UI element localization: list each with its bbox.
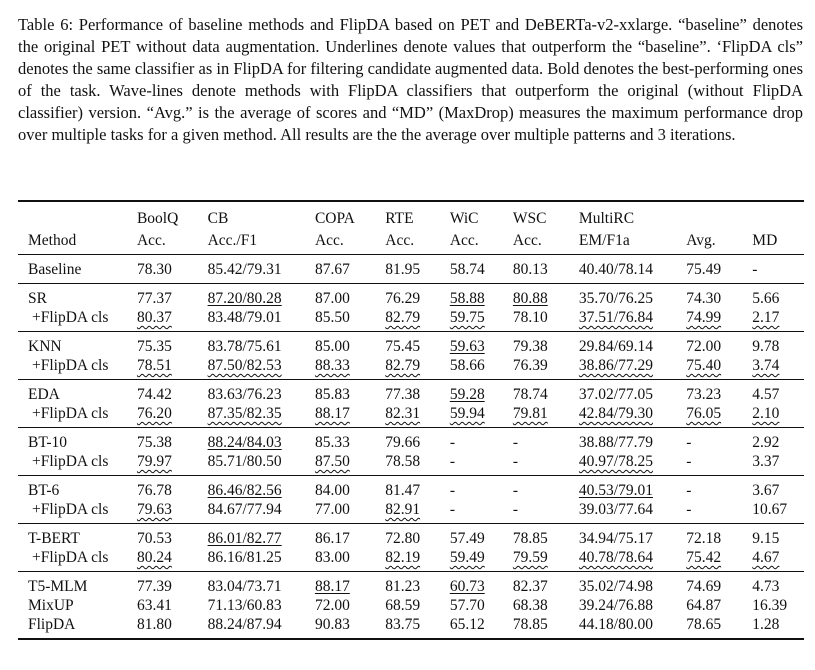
- method-name-cell: +FlipDA cls: [32, 549, 109, 566]
- score-cell: 85.00: [314, 338, 350, 355]
- score-cell: 86.17: [314, 530, 350, 547]
- header-cell: Acc.: [136, 232, 166, 249]
- score-cell: 35.02/74.98: [578, 578, 653, 595]
- score-cell: 77.00: [314, 501, 350, 518]
- score-cell: 68.38: [512, 597, 548, 614]
- score-cell: 76.78: [136, 482, 172, 499]
- score-cell: 78.74: [512, 386, 548, 403]
- score-cell: 29.84/69.14: [578, 338, 653, 355]
- score-cell: 78.65: [686, 616, 722, 633]
- score-cell: 83.63/76.23: [207, 386, 282, 403]
- score-cell: 74.30: [686, 290, 722, 307]
- score-cell: 88.17: [314, 578, 350, 595]
- score-cell: 72.18: [686, 530, 722, 547]
- score-cell: 79.63: [136, 501, 172, 518]
- score-cell: 87.00: [314, 290, 350, 307]
- score-cell: 79.81: [512, 405, 548, 422]
- method-name-cell: SR: [28, 290, 47, 307]
- table-row: [18, 356, 804, 380]
- score-cell: 58.74: [449, 261, 485, 278]
- score-cell: 74.42: [136, 386, 172, 403]
- score-cell: -: [449, 501, 455, 518]
- score-cell: -: [686, 434, 692, 451]
- score-cell: 87.67: [314, 261, 350, 278]
- header-cell: Acc.: [449, 232, 479, 249]
- score-cell: 81.23: [385, 578, 421, 595]
- score-cell: 88.24/84.03: [207, 434, 282, 451]
- score-cell: 59.28: [449, 386, 485, 403]
- score-cell: 76.29: [385, 290, 421, 307]
- score-cell: -: [752, 261, 758, 278]
- score-cell: 76.20: [136, 405, 172, 422]
- score-cell: 78.58: [385, 453, 421, 470]
- score-cell: 82.31: [385, 405, 421, 422]
- score-cell: 4.67: [752, 549, 780, 566]
- score-cell: 90.83: [314, 616, 350, 633]
- score-cell: 82.19: [385, 549, 421, 566]
- score-cell: -: [449, 482, 455, 499]
- score-cell: 78.85: [512, 530, 548, 547]
- score-cell: 10.67: [752, 501, 788, 518]
- score-cell: 82.79: [385, 357, 421, 374]
- score-cell: 87.50: [314, 453, 350, 470]
- score-cell: 79.66: [385, 434, 421, 451]
- header-cell: MultiRC: [578, 210, 635, 227]
- score-cell: 59.49: [449, 549, 485, 566]
- score-cell: -: [512, 453, 519, 470]
- score-cell: 75.40: [686, 357, 722, 374]
- method-name-cell: T-BERT: [28, 530, 80, 547]
- score-cell: 83.04/73.71: [207, 578, 282, 595]
- table-header: [18, 201, 804, 255]
- score-cell: 79.59: [512, 549, 548, 566]
- score-cell: 80.13: [512, 261, 548, 278]
- method-name-cell: BT-6: [28, 482, 60, 499]
- table-row: [18, 404, 804, 428]
- table-row: [18, 428, 804, 453]
- header-cell: [748, 202, 804, 228]
- method-name-cell: +FlipDA cls: [32, 405, 109, 422]
- table-caption: Table 6: Performance of baseline methods and FlipDA based on PET and DeBERTa-v2-xxlarge. “baseline” denotes the original PET without data augmentation. Underlines denote values that outperform the “baseline”. ‘FlipDA cls” denotes the same classifier as in FlipDA for filtering candidate augmented data. Bold denotes the best-performing ones of the task. Wave-lines denote methods with FlipDA classifiers that outperform the original (without FlipDA classifier) version. “Avg.” is the average of scores and “MD” (MaxDrop) measures the maximum performance drop over multiple tasks for a given method. All results are the the average over multiple patterns and 3 iterations.: [18, 15, 803, 144]
- row-group: [18, 524, 804, 572]
- score-cell: 85.50: [314, 309, 350, 326]
- score-cell: 80.37: [136, 309, 172, 326]
- score-cell: 57.70: [449, 597, 485, 614]
- score-cell: 40.97/78.25: [578, 453, 653, 470]
- score-cell: 64.87: [686, 597, 722, 614]
- table-row: [18, 524, 804, 549]
- header-cell: Acc.: [314, 232, 344, 249]
- header-cell: WiC: [449, 210, 479, 227]
- header-cell: Acc.: [512, 232, 542, 249]
- score-cell: 81.80: [136, 616, 172, 633]
- score-cell: 16.39: [752, 597, 788, 614]
- method-name-cell: FlipDA: [28, 616, 76, 633]
- score-cell: 72.00: [314, 597, 350, 614]
- score-cell: 75.49: [686, 261, 722, 278]
- row-group: [18, 428, 804, 476]
- score-cell: 76.05: [686, 405, 722, 422]
- score-cell: 37.51/76.84: [578, 309, 653, 326]
- score-cell: 86.01/82.77: [207, 530, 282, 547]
- header-cell: Avg.: [686, 232, 716, 249]
- method-name-cell: Baseline: [28, 261, 82, 278]
- table-row: [18, 332, 804, 357]
- score-cell: 3.37: [752, 453, 780, 470]
- score-cell: 1.28: [752, 616, 780, 633]
- score-cell: 78.85: [512, 616, 548, 633]
- method-name-cell: +FlipDA cls: [32, 357, 109, 374]
- score-cell: 71.13/60.83: [207, 597, 282, 614]
- score-cell: 84.67/77.94: [207, 501, 282, 518]
- results-table: [18, 200, 804, 640]
- score-cell: 83.48/79.01: [207, 309, 282, 326]
- score-cell: 40.40/78.14: [578, 261, 653, 278]
- score-cell: -: [449, 453, 455, 470]
- score-cell: 80.88: [512, 290, 548, 307]
- header-cell: COPA: [314, 210, 355, 227]
- method-name-cell: +FlipDA cls: [32, 501, 109, 518]
- score-cell: 42.84/79.30: [578, 405, 653, 422]
- score-cell: 9.78: [752, 338, 780, 355]
- score-cell: 88.17: [314, 405, 350, 422]
- method-name-cell: BT-10: [28, 434, 68, 451]
- table-row: [18, 596, 804, 615]
- score-cell: 38.88/77.79: [578, 434, 653, 451]
- score-cell: 2.17: [752, 309, 780, 326]
- method-name-cell: +FlipDA cls: [32, 453, 109, 470]
- score-cell: 73.23: [686, 386, 722, 403]
- row-group: [18, 572, 804, 640]
- score-cell: -: [512, 501, 519, 518]
- score-cell: 74.69: [686, 578, 722, 595]
- table-row: [18, 452, 804, 476]
- row-group: [18, 476, 804, 524]
- score-cell: 2.10: [752, 405, 780, 422]
- score-cell: -: [512, 434, 519, 451]
- score-cell: 59.75: [449, 309, 485, 326]
- score-cell: 68.59: [385, 597, 421, 614]
- score-cell: 39.03/77.64: [578, 501, 653, 518]
- row-group: [18, 284, 804, 332]
- score-cell: 59.63: [449, 338, 485, 355]
- score-cell: 58.88: [449, 290, 485, 307]
- score-cell: 2.92: [752, 434, 780, 451]
- score-cell: 63.41: [136, 597, 172, 614]
- row-group: [18, 255, 804, 284]
- method-name-cell: T5-MLM: [28, 578, 88, 595]
- score-cell: 86.16/81.25: [207, 549, 282, 566]
- method-name-cell: MixUP: [28, 597, 74, 614]
- score-cell: 39.24/76.88: [578, 597, 653, 614]
- score-cell: 65.12: [449, 616, 485, 633]
- header-cell: MD: [752, 232, 778, 249]
- score-cell: 85.33: [314, 434, 350, 451]
- score-cell: -: [686, 501, 692, 518]
- score-cell: 77.39: [136, 578, 172, 595]
- table-row: [18, 380, 804, 405]
- score-cell: 75.38: [136, 434, 172, 451]
- table-row: [18, 615, 804, 639]
- score-cell: 72.00: [686, 338, 722, 355]
- score-cell: 82.79: [385, 309, 421, 326]
- score-cell: 4.57: [752, 386, 780, 403]
- score-cell: 83.00: [314, 549, 350, 566]
- score-cell: 34.94/75.17: [578, 530, 653, 547]
- score-cell: 88.24/87.94: [207, 616, 282, 633]
- table-row: [18, 255, 804, 284]
- table-row: [18, 476, 804, 501]
- score-cell: 84.00: [314, 482, 350, 499]
- score-cell: -: [512, 482, 519, 499]
- score-cell: 82.37: [512, 578, 548, 595]
- table-row: [18, 500, 804, 524]
- score-cell: 85.42/79.31: [207, 261, 282, 278]
- header-cell: [682, 202, 748, 228]
- header-cell: Method: [28, 232, 77, 249]
- score-cell: 35.70/76.25: [578, 290, 653, 307]
- score-cell: 85.83: [314, 386, 350, 403]
- method-name-cell: KNN: [28, 338, 62, 355]
- score-cell: 81.95: [385, 261, 421, 278]
- score-cell: 83.75: [385, 616, 421, 633]
- score-cell: 83.78/75.61: [207, 338, 282, 355]
- score-cell: 75.35: [136, 338, 172, 355]
- score-cell: 40.78/78.64: [578, 549, 653, 566]
- score-cell: 4.73: [752, 578, 780, 595]
- header-cell: EM/F1a: [578, 232, 630, 249]
- score-cell: 82.91: [385, 501, 421, 518]
- score-cell: 80.24: [136, 549, 172, 566]
- header-cell: WSC: [512, 210, 547, 227]
- score-cell: 37.02/77.05: [578, 386, 653, 403]
- score-cell: 87.20/80.28: [207, 290, 282, 307]
- score-cell: 38.86/77.29: [578, 357, 653, 374]
- score-cell: 59.94: [449, 405, 485, 422]
- header-cell: Acc./F1: [207, 232, 258, 249]
- score-cell: 79.97: [136, 453, 172, 470]
- row-group: [18, 332, 804, 380]
- score-cell: 88.33: [314, 357, 350, 374]
- score-cell: 87.50/82.53: [207, 357, 282, 374]
- score-cell: 78.51: [136, 357, 172, 374]
- score-cell: 75.42: [686, 549, 722, 566]
- score-cell: 85.71/80.50: [207, 453, 282, 470]
- score-cell: -: [686, 482, 692, 499]
- row-group: [18, 380, 804, 428]
- score-cell: 78.30: [136, 261, 172, 278]
- table-row: [18, 284, 804, 309]
- table-row: [18, 548, 804, 572]
- score-cell: 74.99: [686, 309, 722, 326]
- score-cell: 9.15: [752, 530, 780, 547]
- method-name-cell: +FlipDA cls: [32, 309, 109, 326]
- score-cell: 60.73: [449, 578, 485, 595]
- score-cell: 3.67: [752, 482, 780, 499]
- score-cell: 79.38: [512, 338, 548, 355]
- score-cell: 58.66: [449, 357, 485, 374]
- score-cell: -: [686, 453, 692, 470]
- method-name-cell: EDA: [28, 386, 60, 403]
- score-cell: 76.39: [512, 357, 548, 374]
- header-row-metrics: [18, 228, 804, 255]
- score-cell: 40.53/79.01: [578, 482, 653, 499]
- header-row-task-names: [18, 202, 804, 228]
- score-cell: 87.35/82.35: [207, 405, 282, 422]
- score-cell: 77.37: [136, 290, 172, 307]
- score-cell: 3.74: [752, 357, 780, 374]
- score-cell: 86.46/82.56: [207, 482, 282, 499]
- score-cell: 75.45: [385, 338, 421, 355]
- header-cell: BoolQ: [136, 210, 179, 227]
- score-cell: 78.10: [512, 309, 548, 326]
- header-cell: CB: [207, 210, 229, 227]
- header-cell: RTE: [385, 210, 414, 227]
- score-cell: 81.47: [385, 482, 421, 499]
- score-cell: 72.80: [385, 530, 421, 547]
- score-cell: 44.18/80.00: [578, 616, 653, 633]
- score-cell: 70.53: [136, 530, 172, 547]
- table-row: [18, 572, 804, 597]
- header-cell: Acc.: [385, 232, 415, 249]
- score-cell: 57.49: [449, 530, 485, 547]
- score-cell: 5.66: [752, 290, 780, 307]
- table-row: [18, 308, 804, 332]
- header-cell: [18, 202, 133, 228]
- score-cell: -: [449, 434, 455, 451]
- score-cell: 77.38: [385, 386, 421, 403]
